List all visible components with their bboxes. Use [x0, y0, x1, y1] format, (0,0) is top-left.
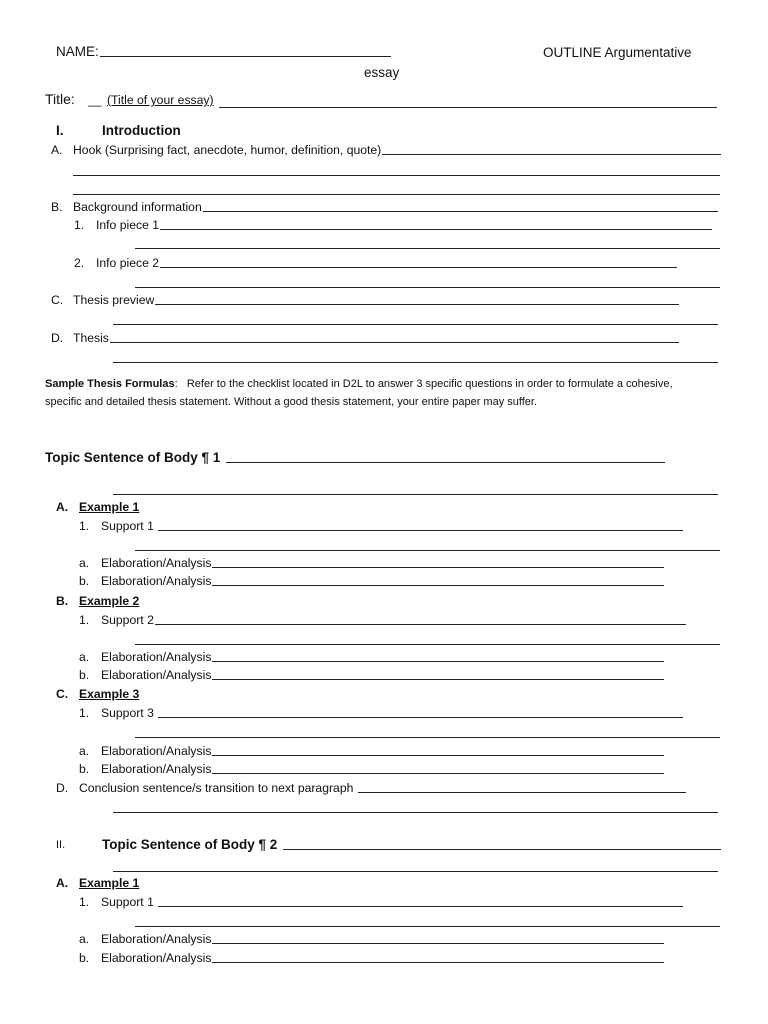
b2-elab-a-marker: a. [79, 932, 90, 946]
b2-elab-a-label: Elaboration/Analysis [101, 932, 212, 946]
preview-marker: C. [51, 293, 64, 307]
hook-blank-2[interactable] [73, 175, 720, 176]
b1-support3-blank-2[interactable] [135, 737, 720, 738]
b1-e3-elab-b-blank[interactable] [212, 773, 664, 774]
thesis-line [73, 331, 679, 345]
b2-example1-label: Example 1 [79, 876, 140, 890]
b1-e2-elab-b-marker: b. [79, 668, 90, 682]
hook-marker: A. [51, 143, 63, 157]
preview-blank[interactable] [155, 304, 679, 305]
b1-support1-marker: 1. [79, 519, 90, 533]
thesis-note-line-1 [45, 378, 673, 390]
name-line [56, 44, 391, 59]
b1-e1-elab-b-label: Elaboration/Analysis [101, 574, 212, 588]
preview-blank-2[interactable] [113, 324, 718, 325]
body1-heading-line [45, 450, 665, 465]
body1-heading-blank[interactable] [226, 462, 665, 463]
b2-example1-marker: A. [56, 876, 69, 890]
b1-e1-elab-a-blank[interactable] [212, 567, 664, 568]
b2-support1-label: Support 1 [101, 895, 154, 909]
b1-e3-elab-b-marker: b. [79, 762, 90, 776]
b1-conclusion-blank[interactable] [358, 792, 686, 793]
name-blank[interactable] [100, 56, 391, 57]
b2-elab-b-marker: b. [79, 951, 90, 965]
b1-example2-marker: B. [56, 594, 69, 608]
b2-support1-blank[interactable] [158, 906, 683, 907]
hook-label: Hook (Surprising fact, anecdote, humor, definition, quote) [73, 143, 382, 157]
body1-heading-blank-2[interactable] [113, 494, 718, 495]
hook-line [73, 143, 721, 157]
b2-support1-marker: 1. [79, 895, 90, 909]
b1-conclusion-marker: D. [56, 781, 69, 795]
b1-e1-elab-b-line [101, 574, 664, 588]
preview-label: Thesis preview [73, 293, 155, 307]
hook-blank-3[interactable] [73, 194, 720, 195]
b1-support3-marker: 1. [79, 706, 90, 720]
doc-type-continued: essay [364, 65, 400, 80]
b1-e2-elab-a-label: Elaboration/Analysis [101, 650, 212, 664]
b1-support3-blank[interactable] [158, 717, 683, 718]
b2-elab-a-line [101, 932, 664, 946]
intro-heading: Introduction [102, 123, 181, 138]
b2-elab-b-line [101, 951, 664, 965]
info2-line [96, 256, 677, 270]
info2-marker: 2. [74, 256, 85, 270]
info2-blank-2[interactable] [135, 287, 720, 288]
info1-line [96, 218, 712, 232]
doc-type: OUTLINE Argumentative [543, 45, 692, 60]
intro-numeral: I. [56, 123, 64, 138]
thesis-label: Thesis [73, 331, 109, 345]
title-blank[interactable] [219, 107, 717, 108]
thesis-blank-2[interactable] [113, 362, 718, 363]
body2-heading: Topic Sentence of Body ¶ 2 [102, 837, 278, 852]
thesis-note-text-1: Refer to the checklist located in D2L to answer 3 specific questions in order to formulate a cohesive, [186, 378, 673, 390]
b1-e1-elab-b-marker: b. [79, 574, 90, 588]
info1-marker: 1. [74, 218, 85, 232]
b1-e2-elab-a-marker: a. [79, 650, 90, 664]
thesis-note-colon: : [174, 378, 178, 390]
body2-heading-blank-2[interactable] [113, 871, 718, 872]
b1-e2-elab-a-blank[interactable] [212, 661, 664, 662]
b1-e1-elab-a-marker: a. [79, 556, 90, 570]
body1-heading: Topic Sentence of Body ¶ 1 [45, 450, 221, 465]
b2-elab-b-label: Elaboration/Analysis [101, 951, 212, 965]
info2-blank[interactable] [160, 267, 677, 268]
b1-conclusion-line [79, 781, 686, 795]
b1-e1-elab-a-label: Elaboration/Analysis [101, 556, 212, 570]
b1-e3-elab-b-label: Elaboration/Analysis [101, 762, 212, 776]
background-marker: B. [51, 200, 63, 214]
body2-heading-line [102, 837, 721, 852]
b2-elab-a-blank[interactable] [212, 943, 664, 944]
b1-support2-blank[interactable] [155, 624, 686, 625]
thesis-marker: D. [51, 331, 64, 345]
body2-heading-blank[interactable] [283, 849, 721, 850]
b1-support1-blank-2[interactable] [135, 550, 720, 551]
body2-numeral: II. [56, 839, 66, 851]
b1-support3-label: Support 3 [101, 706, 154, 720]
b1-example1-marker: A. [56, 500, 69, 514]
thesis-blank[interactable] [110, 342, 679, 343]
b1-conclusion-blank-2[interactable] [113, 812, 718, 813]
b1-e3-elab-a-blank[interactable] [212, 755, 664, 756]
info1-blank-2[interactable] [135, 248, 720, 249]
background-line [73, 200, 718, 214]
b1-support2-blank-2[interactable] [135, 644, 720, 645]
info2-label: Info piece 2 [96, 256, 160, 270]
b1-support3-line [101, 706, 683, 720]
b1-e3-elab-a-line [101, 744, 664, 758]
b1-e1-elab-a-line [101, 556, 664, 570]
thesis-note-bold: Sample Thesis Formulas [45, 378, 175, 390]
b1-support1-label: Support 1 [101, 519, 154, 533]
hook-blank[interactable] [382, 154, 721, 155]
b1-conclusion-label: Conclusion sentence/s transition to next paragraph [79, 781, 354, 795]
thesis-note-text-2: specific and detailed thesis statement. Without a good thesis statement, your entire paper may suffer. [45, 396, 538, 408]
b1-example3-label: Example 3 [79, 687, 140, 701]
b1-e3-elab-a-label: Elaboration/Analysis [101, 744, 212, 758]
b1-e3-elab-b-line [101, 762, 664, 776]
background-blank[interactable] [203, 211, 718, 212]
title-label: Title: [45, 91, 75, 107]
b1-e3-elab-a-marker: a. [79, 744, 90, 758]
b2-support1-blank-2[interactable] [135, 926, 720, 927]
info1-label: Info piece 1 [96, 218, 160, 232]
b1-example2-label: Example 2 [79, 594, 140, 608]
preview-line [73, 293, 679, 307]
b1-e2-elab-b-label: Elaboration/Analysis [101, 668, 212, 682]
b1-example1-label: Example 1 [79, 500, 140, 514]
b1-e1-elab-b-blank[interactable] [212, 585, 664, 586]
b1-e2-elab-b-blank[interactable] [212, 679, 664, 680]
b1-support1-line [101, 519, 683, 533]
b2-support1-line [101, 895, 683, 909]
b1-support2-line [101, 613, 686, 627]
name-label: NAME: [56, 44, 99, 59]
background-label: Background information [73, 200, 202, 214]
title-placeholder: (Title of your essay) [107, 93, 214, 107]
info1-blank[interactable] [160, 229, 712, 230]
b2-elab-b-blank[interactable] [212, 962, 664, 963]
b1-support1-blank[interactable] [158, 530, 683, 531]
b1-e2-elab-a-line [101, 650, 664, 664]
b1-e2-elab-b-line [101, 668, 664, 682]
b1-support2-marker: 1. [79, 613, 90, 627]
title-prefix: __ [88, 93, 102, 107]
b1-support2-label: Support 2 [101, 613, 154, 627]
b1-example3-marker: C. [56, 687, 69, 701]
